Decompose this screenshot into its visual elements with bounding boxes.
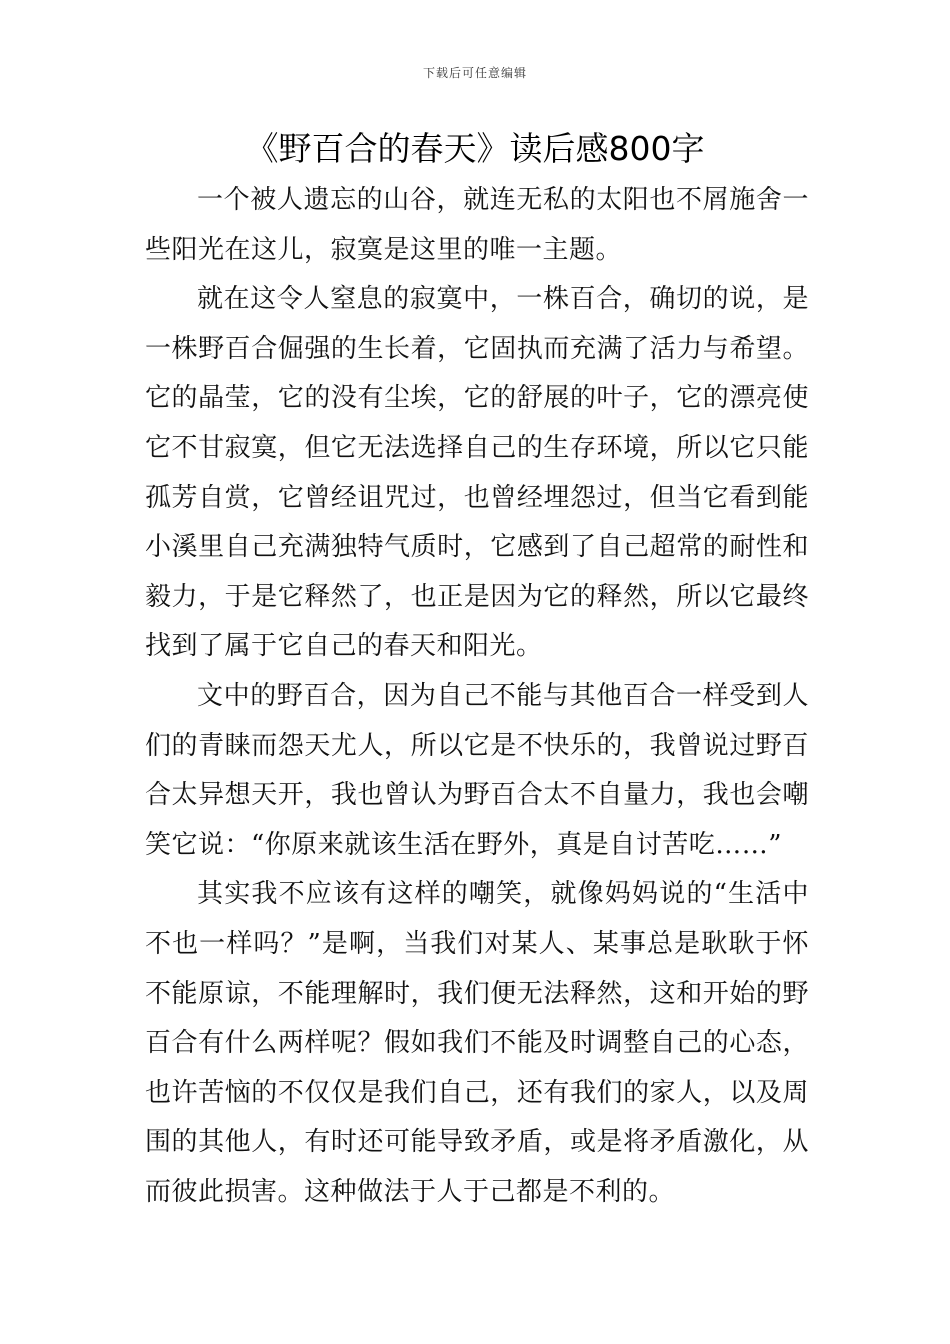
paragraph-4: 其实我不应该有这样的嘲笑，就像妈妈说的“生活中不也一样吗？”是啊，当我们对某人、某事总是耿耿于怀不能原谅，不能理解时，我们便无法释然，这和开始的野百合有什么两样呢？假如我们不能及时调整自己的心态，也许苦恼的不仅仅是我们自己，还有我们的家人，以及周围的其他人，有时还可能导致矛盾，或是将矛盾激化，从而彼此损害。这种做法于人于己都是不利的。: [145, 879, 809, 1207]
page-header-note: 下载后可任意编辑: [422, 66, 527, 80]
paragraph-2: 就在这令人窒息的寂寞中，一株百合，确切的说，是一株野百合倔强的生长着，它固执而充满了活力与希望。它的晶莹，它的没有尘埃，它的舒展的叶子，它的漂亮使它不甘寂寞，但它无法选择自己的生存环境，所以它只能孤芳自赏，它曾经诅咒过，也曾经埋怨过，但当它看到能小溪里自己充满独特气质时，它感到了自己超常的耐性和毅力，于是它释然了，也正是因为它的释然，所以它最终找到了属于它自己的春天和阳光。: [145, 284, 809, 662]
paragraph-3: 文中的野百合，因为自己不能与其他百合一样受到人们的青睐而怨天尤人，所以它是不快乐的，我曾说过野百合太异想天开，我也曾认为野百合太不自量力，我也会嘲笑它说：“你原来就该生活在野外，真是自讨苦吃……”: [145, 680, 809, 860]
document-body: [145, 176, 809, 1217]
document-title: 《野百合的春天》读后感800字: [245, 129, 705, 168]
paragraph-1: 一个被人遗忘的山谷，就连无私的太阳也不屑施舍一些阳光在这儿，寂寞是这里的唯一主题。: [145, 185, 809, 265]
